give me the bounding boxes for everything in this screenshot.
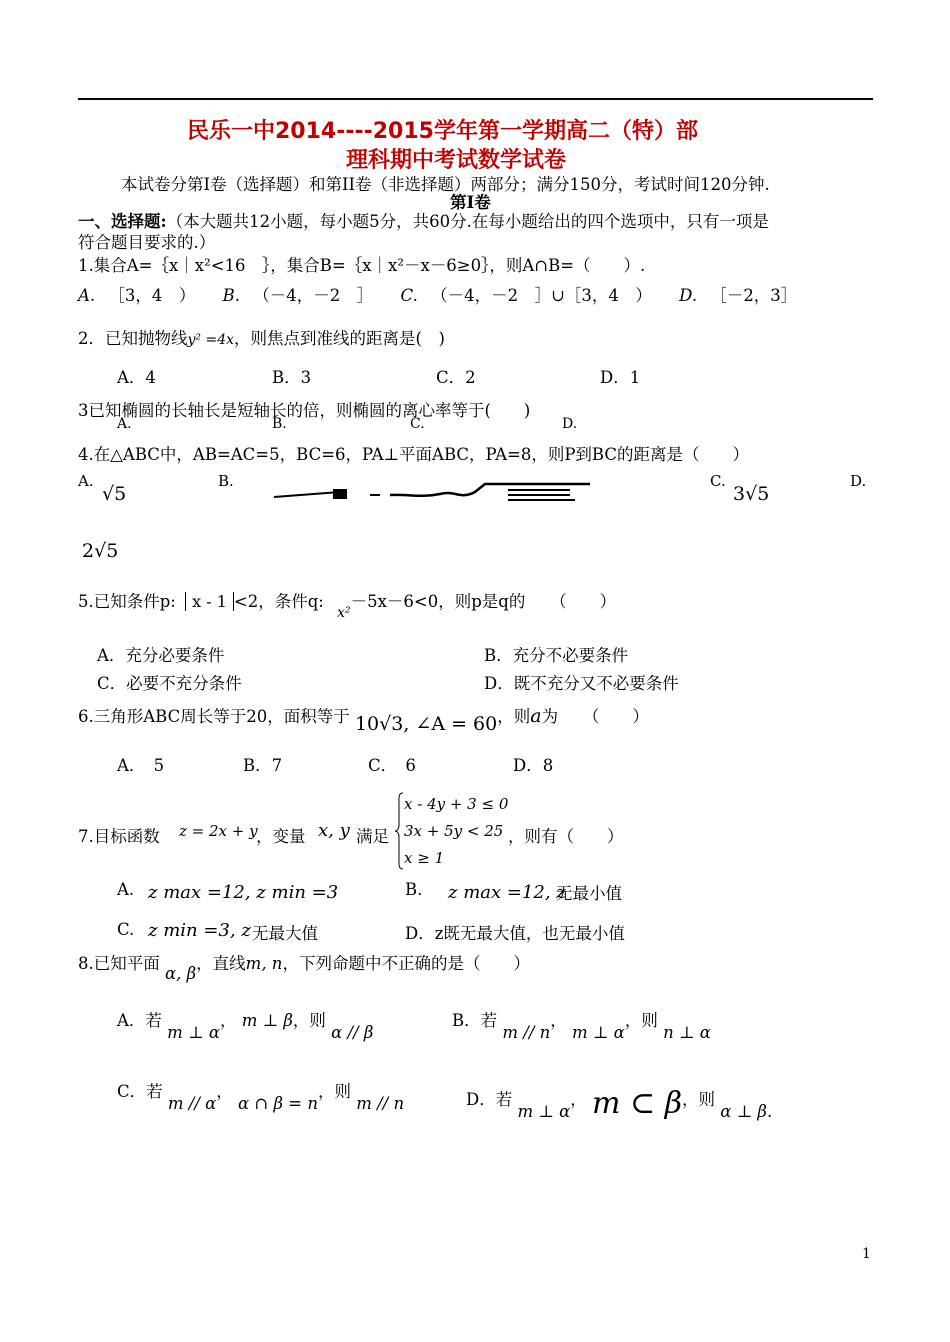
q3-stem: 3已知椭圆的长轴长是短轴长的倍，则椭圆的离心率等于( )	[78, 401, 531, 420]
q4-option-d-label: D.	[850, 472, 867, 490]
q8-c-cond2: α ∩ β = n	[238, 1094, 318, 1113]
q8-c-prefix: C．若	[117, 1082, 163, 1101]
q8-d-cond1: m ⊥ α	[517, 1102, 571, 1121]
q8-stem-pre: 8.已知平面	[78, 954, 160, 973]
q8-lines: m, n	[245, 954, 283, 973]
q2-stem-post: ，则焦点到准线的距离是( )	[234, 329, 445, 348]
q7-option-c-label: C.	[117, 920, 135, 939]
q6-option-c: C． 6	[368, 756, 416, 775]
exam-intro: 本试卷分第Ⅰ卷（选择题）和第II卷（非选择题）两部分；满分150分，考试时间120分钟.	[121, 175, 770, 194]
q3-option-d: D.	[562, 416, 578, 432]
q1-option-c: （－4，－2 ］∪［3，4 ）	[431, 286, 652, 305]
q8-c-cond1: m // α	[167, 1094, 217, 1113]
q1-options	[78, 282, 797, 306]
q8-stem	[78, 950, 530, 983]
exam-title-line1: 民乐一中2014----2015学年第一学期高二（特）部	[187, 119, 698, 144]
q7-option-c: z min =3, z	[148, 920, 251, 941]
q6-option-b: B．7	[243, 756, 283, 775]
q8-option-a: A．若 m ⊥ α， m ⊥ β，则 α // β	[117, 1011, 374, 1042]
q7-constraint-1: x - 4y + 3 ≤ 0	[404, 795, 509, 813]
q8-planes: α, β	[165, 964, 197, 983]
q5-stem-post: －5x－6<0，则p是q的 （ ）	[350, 592, 617, 611]
q6-option-d: D．8	[513, 756, 554, 775]
q7-stem-pre: 7.目标函数	[78, 827, 160, 846]
q5-option-d: D．既不充分又不必要条件	[484, 674, 679, 693]
q7-variables: x, y	[318, 820, 350, 841]
q8-c-result: m // n	[356, 1094, 405, 1113]
q7-option-b-label: B.	[405, 880, 423, 899]
q1-option-d: ［－2，3］	[710, 286, 798, 305]
q7-option-b-post: 无最小值	[556, 884, 622, 903]
q2-option-d: D．1	[600, 368, 641, 387]
section-description: （本大题共12小题，每小题5分，共60分.在每小题给出的四个选项中，只有一项是	[166, 212, 769, 231]
q2-option-b: B．3	[272, 368, 312, 387]
q6-stem-mid: ，则	[497, 707, 531, 726]
q4-option-d-value: 2√5	[82, 540, 119, 562]
q8-a-result: α // β	[331, 1023, 374, 1042]
q5-option-c: C．必要不充分条件	[97, 674, 242, 693]
q8-a-cond2: m ⊥ β	[241, 1011, 293, 1030]
q6-formula: 10√3, ∠A = 60	[354, 713, 498, 735]
q5-option-a: A．充分必要条件	[97, 646, 225, 665]
exam-title-line2: 理科期中考试数学试卷	[346, 148, 567, 173]
section-heading: 一、选择题:	[78, 212, 167, 231]
q4-stem: 4.在△ABC中，AB=AC=5，BC=6，PA⊥平面ABC，PA=8，则P到BC的距离是（ ）	[78, 445, 749, 464]
q1-option-a: ［3，4 ）	[108, 286, 196, 305]
q2-stem-pre: 2．已知抛物线	[78, 329, 188, 348]
q6-option-a: A． 5	[117, 756, 165, 775]
q5-q-expression: x²	[337, 605, 351, 621]
top-rule	[78, 98, 873, 100]
q8-a-then: ，则	[292, 1011, 326, 1030]
q8-option-c: C．若 m // α， α ∩ β = n，则 m // n	[117, 1082, 405, 1113]
q8-b-cond1: m // n	[502, 1023, 551, 1042]
q8-d-result: α ⊥ β.	[720, 1102, 773, 1121]
q6-stem-post: 为 （ ）	[541, 707, 649, 726]
q4-option-a-value: √5	[102, 483, 127, 505]
q7-constraint-2: 3x + 5y < 25	[404, 822, 504, 840]
q8-d-then: ，则	[682, 1090, 716, 1109]
q1-option-b-label: B.	[222, 286, 241, 305]
q2-option-a: A．4	[117, 368, 156, 387]
q8-stem-post: 的是（ ）	[430, 954, 530, 973]
q7-option-d: D．z既无最大值，也无最小值	[405, 924, 625, 943]
q8-d-cond2: m ⊂ β	[592, 1086, 683, 1121]
q8-b-cond2: m ⊥ α	[572, 1023, 625, 1042]
q8-option-d: D．若 m ⊥ α， m ⊂ β，则 α ⊥ β.	[466, 1086, 773, 1121]
q3-option-c: C.	[410, 416, 425, 432]
q8-b-result: n ⊥ α	[663, 1023, 711, 1042]
volume-heading: 第Ⅰ卷	[450, 193, 491, 212]
q7-objective: z = 2x + y	[179, 822, 258, 840]
q4-option-c-value: 3√5	[733, 483, 770, 505]
q2-formula: y² =4x	[187, 332, 235, 348]
q8-b-then: ，则	[624, 1011, 658, 1030]
q7-constraint-brace	[394, 792, 404, 870]
section-description-cont: 符合题目要求的.）	[78, 233, 216, 252]
q1-option-d-label: D.	[679, 286, 698, 305]
q4-option-a-label: A.	[78, 472, 94, 490]
q7-option-c-post: 无最大值	[252, 924, 318, 943]
q8-stem-mid2: ，下列命题中	[282, 954, 382, 973]
q7-option-a-label: A.	[117, 880, 135, 899]
q8-emphasis: 不正确	[381, 954, 431, 973]
q6-stem-pre: 6.三角形ABC周长等于20，面积等于	[78, 707, 350, 726]
q7-stem-post: ，则有（ ）	[508, 827, 624, 846]
q8-c-then: ，则	[317, 1082, 351, 1101]
q1-option-a-label: A.	[78, 286, 96, 305]
q6-stem	[78, 703, 649, 735]
q2-option-c: C．2	[436, 368, 476, 387]
q7-stem-mid2: 满足	[356, 827, 389, 846]
q8-option-b: B．若 m // n， m ⊥ α，则 n ⊥ α	[452, 1011, 711, 1042]
q1-stem: 1.集合A=｛x｜x²<16 ｝，集合B=｛x｜x²－x－6≥0｝，则A∩B=（ ）.	[78, 256, 646, 275]
q7-constraint-3: x ≥ 1	[404, 849, 445, 867]
q1-option-b: （－4，－2 ］	[253, 286, 374, 305]
q3-option-b: B.	[272, 416, 287, 432]
q3-option-a: A.	[117, 416, 132, 432]
page-number: 1	[862, 1246, 871, 1262]
q7-option-a: z max =12, z min =3	[148, 882, 339, 903]
q5-option-b: B．充分不必要条件	[484, 646, 629, 665]
q6-variable: a	[530, 705, 542, 727]
q7-option-b: z max =12, z	[448, 882, 566, 903]
q1-option-c-label: C.	[400, 286, 418, 305]
q5-abs-expression: x - 1	[185, 592, 234, 611]
q8-a-prefix: A．若	[117, 1011, 162, 1030]
q8-a-cond1: m ⊥ α	[167, 1023, 220, 1042]
q7-stem-mid: ，变量	[256, 827, 306, 846]
q5-stem-pre: 5.已知条件p:	[78, 592, 176, 611]
q4-option-b-scribble	[270, 480, 595, 504]
q2-stem	[78, 325, 445, 349]
q4-option-b-label: B.	[218, 472, 234, 490]
q8-d-prefix: D．若	[466, 1090, 513, 1109]
q8-stem-mid: ，直线	[196, 954, 246, 973]
q5-stem-mid: <2，条件q:	[233, 592, 324, 611]
q5-stem	[78, 588, 617, 621]
q4-option-c-label: C.	[710, 472, 726, 490]
q8-b-prefix: B．若	[452, 1011, 498, 1030]
